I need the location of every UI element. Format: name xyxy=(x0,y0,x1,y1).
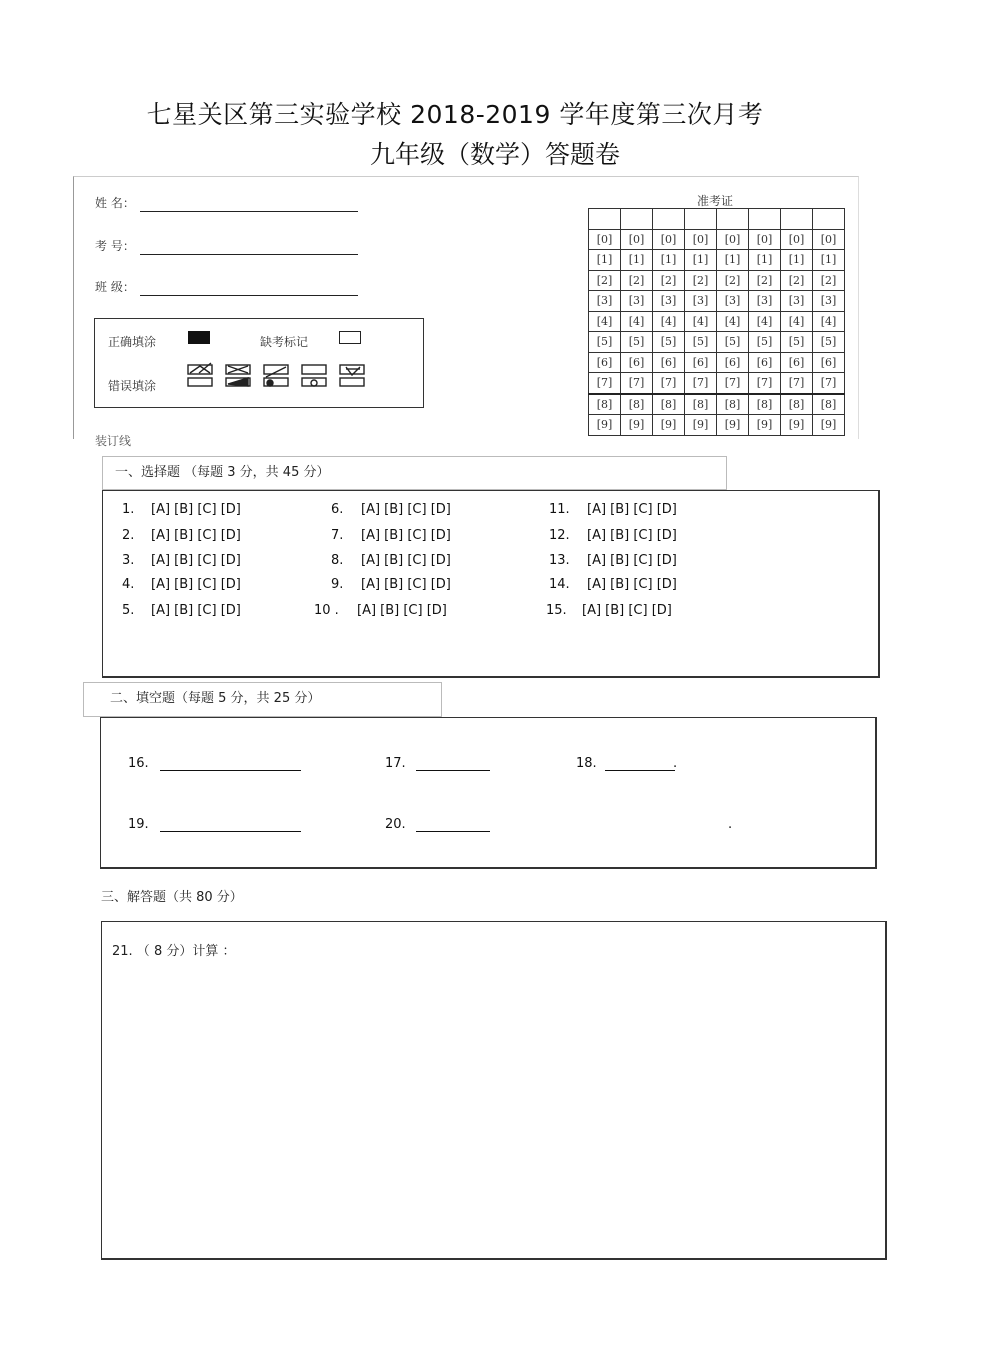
choice-options[interactable]: [A] [B] [C] [D] xyxy=(361,528,451,543)
digit-bubble[interactable]: [8] xyxy=(717,394,749,415)
q19-label: 19. xyxy=(128,817,149,832)
section2-box xyxy=(100,717,877,869)
digit-bubble[interactable]: [0] xyxy=(813,229,845,250)
choice-number: 3. xyxy=(122,553,135,568)
digit-bubble[interactable]: [2] xyxy=(813,270,845,291)
digit-bubble[interactable]: [3] xyxy=(749,291,781,312)
admission-grid xyxy=(588,208,845,436)
admission-row xyxy=(589,394,845,415)
q20-label: 20. xyxy=(385,817,406,832)
admission-row xyxy=(589,250,845,271)
choice-options[interactable]: [A] [B] [C] [D] xyxy=(582,603,672,618)
q16-blank[interactable] xyxy=(160,770,301,771)
q20-blank[interactable] xyxy=(416,831,490,832)
legend-correct-label: 正确填涂 xyxy=(108,335,157,349)
name-label: 姓 名： xyxy=(95,196,135,210)
digit-bubble[interactable]: [9] xyxy=(717,415,749,436)
digit-bubble[interactable]: [4] xyxy=(653,311,685,332)
digit-bubble[interactable]: [8] xyxy=(813,394,845,415)
digit-bubble[interactable]: [1] xyxy=(621,250,653,271)
digit-bubble[interactable]: [2] xyxy=(781,270,813,291)
class-label: 班 级： xyxy=(95,280,135,294)
choice-options[interactable]: [A] [B] [C] [D] xyxy=(587,502,677,517)
choice-number: 9. xyxy=(331,577,344,592)
digit-box[interactable] xyxy=(621,209,653,230)
exam-no-field[interactable] xyxy=(140,254,358,255)
legend-absent-label: 缺考标记 xyxy=(260,335,309,349)
q17-label: 17. xyxy=(385,756,406,771)
choice-number: 5. xyxy=(122,603,135,618)
q16-label: 16. xyxy=(128,756,149,771)
q18-blank[interactable] xyxy=(605,770,675,771)
digit-box[interactable] xyxy=(685,209,717,230)
digit-bubble[interactable]: [4] xyxy=(589,311,621,332)
admission-row xyxy=(589,373,845,394)
digit-bubble[interactable]: [0] xyxy=(589,229,621,250)
digit-bubble[interactable]: [2] xyxy=(589,270,621,291)
choice-options[interactable]: [A] [B] [C] [D] xyxy=(361,502,451,517)
digit-bubble[interactable]: [2] xyxy=(717,270,749,291)
exam-subtitle: 九年级（数学）答题卷 xyxy=(369,140,620,169)
digit-bubble[interactable]: [7] xyxy=(621,373,653,394)
digit-box[interactable] xyxy=(813,209,845,230)
choice-number: 8. xyxy=(331,553,344,568)
name-field[interactable] xyxy=(140,211,358,212)
choice-number: 11. xyxy=(549,502,570,517)
choice-options[interactable]: [A] [B] [C] [D] xyxy=(587,577,677,592)
digit-bubble[interactable]: [6] xyxy=(813,352,845,373)
digit-bubble[interactable]: [5] xyxy=(685,332,717,353)
digit-bubble[interactable]: [7] xyxy=(813,373,845,394)
q21-answer-box[interactable] xyxy=(101,921,887,1260)
digit-bubble[interactable]: [7] xyxy=(589,373,621,394)
digit-box[interactable] xyxy=(781,209,813,230)
digit-bubble[interactable]: [6] xyxy=(749,352,781,373)
absent-mark-box[interactable] xyxy=(339,331,361,344)
choice-options[interactable]: [A] [B] [C] [D] xyxy=(587,528,677,543)
digit-box[interactable] xyxy=(717,209,749,230)
digit-bubble[interactable]: [4] xyxy=(781,311,813,332)
admission-row xyxy=(589,415,845,436)
section3-title: 三、解答题（共 80 分） xyxy=(101,890,243,905)
choice-options[interactable]: [A] [B] [C] [D] xyxy=(357,603,447,618)
digit-bubble[interactable]: [4] xyxy=(621,311,653,332)
digit-bubble[interactable]: [6] xyxy=(589,352,621,373)
q21-label: 21. （ 8 分）计算 ： xyxy=(112,944,236,959)
digit-bubble[interactable]: [6] xyxy=(781,352,813,373)
digit-bubble[interactable]: [7] xyxy=(781,373,813,394)
admission-row xyxy=(589,332,845,353)
digit-bubble[interactable]: [2] xyxy=(653,270,685,291)
digit-bubble[interactable]: [9] xyxy=(621,415,653,436)
digit-box[interactable] xyxy=(749,209,781,230)
admission-row xyxy=(589,270,845,291)
digit-bubble[interactable]: [1] xyxy=(589,250,621,271)
digit-bubble[interactable]: [8] xyxy=(621,394,653,415)
choice-options[interactable]: [A] [B] [C] [D] xyxy=(151,502,241,517)
digit-bubble[interactable]: [7] xyxy=(653,373,685,394)
digit-bubble[interactable]: [2] xyxy=(621,270,653,291)
digit-bubble[interactable]: [3] xyxy=(589,291,621,312)
digit-bubble[interactable]: [8] xyxy=(685,394,717,415)
choice-number: 1. xyxy=(122,502,135,517)
section2-title: 二、填空题（每题 5 分，共 25 分） xyxy=(83,682,442,717)
digit-bubble[interactable]: [5] xyxy=(589,332,621,353)
digit-bubble[interactable]: [3] xyxy=(717,291,749,312)
digit-bubble[interactable]: [8] xyxy=(781,394,813,415)
digit-bubble[interactable]: [3] xyxy=(685,291,717,312)
choice-options[interactable]: [A] [B] [C] [D] xyxy=(151,528,241,543)
digit-bubble[interactable]: [1] xyxy=(717,250,749,271)
digit-bubble[interactable]: [0] xyxy=(781,229,813,250)
choice-number: 15. xyxy=(546,603,567,618)
digit-bubble[interactable]: [9] xyxy=(685,415,717,436)
digit-bubble[interactable]: [4] xyxy=(717,311,749,332)
admission-row xyxy=(589,229,845,250)
filled-mark-icon xyxy=(188,331,210,344)
digit-bubble[interactable]: [5] xyxy=(749,332,781,353)
digit-bubble[interactable]: [2] xyxy=(749,270,781,291)
digit-bubble[interactable]: [0] xyxy=(621,229,653,250)
digit-bubble[interactable]: [3] xyxy=(813,291,845,312)
wrong-marks-icon xyxy=(186,363,368,389)
q20-dot: . xyxy=(728,817,733,832)
choice-options[interactable]: [A] [B] [C] [D] xyxy=(361,553,451,568)
digit-box[interactable] xyxy=(653,209,685,230)
admission-row xyxy=(589,352,845,373)
q19-blank[interactable] xyxy=(160,831,301,832)
digit-bubble[interactable]: [7] xyxy=(717,373,749,394)
digit-bubble[interactable]: [7] xyxy=(749,373,781,394)
digit-bubble[interactable]: [9] xyxy=(749,415,781,436)
digit-bubble[interactable]: [4] xyxy=(813,311,845,332)
digit-bubble[interactable]: [6] xyxy=(685,352,717,373)
admission-row xyxy=(589,291,845,312)
digit-box[interactable] xyxy=(589,209,621,230)
choice-number: 2. xyxy=(122,528,135,543)
choice-number: 12. xyxy=(549,528,570,543)
exam-title: 七星关区第三实验学校 2018-2019 学年度第三次月考 xyxy=(146,100,764,129)
digit-bubble[interactable]: [4] xyxy=(749,311,781,332)
choice-number: 6. xyxy=(331,502,344,517)
digit-bubble[interactable]: [1] xyxy=(781,250,813,271)
digit-bubble[interactable]: [9] xyxy=(781,415,813,436)
digit-bubble[interactable]: [5] xyxy=(621,332,653,353)
class-field[interactable] xyxy=(140,295,358,296)
choice-options[interactable]: [A] [B] [C] [D] xyxy=(587,553,677,568)
digit-bubble[interactable]: [0] xyxy=(749,229,781,250)
digit-bubble[interactable]: [0] xyxy=(685,229,717,250)
digit-bubble[interactable]: [6] xyxy=(653,352,685,373)
digit-bubble[interactable]: [9] xyxy=(589,415,621,436)
digit-bubble[interactable]: [0] xyxy=(653,229,685,250)
exam-no-label: 考 号： xyxy=(95,239,135,253)
q18-label: 18. xyxy=(576,756,597,771)
choice-number: 14. xyxy=(549,577,570,592)
digit-bubble[interactable]: [3] xyxy=(653,291,685,312)
choice-options[interactable]: [A] [B] [C] [D] xyxy=(151,553,241,568)
digit-bubble[interactable]: [3] xyxy=(621,291,653,312)
admission-title: 准考证 xyxy=(697,194,734,208)
choice-options[interactable]: [A] [B] [C] [D] xyxy=(361,577,451,592)
digit-bubble[interactable]: [2] xyxy=(685,270,717,291)
digit-bubble[interactable]: [7] xyxy=(685,373,717,394)
admission-input-row xyxy=(589,209,845,230)
digit-bubble[interactable]: [8] xyxy=(749,394,781,415)
choice-number: 10 . xyxy=(314,603,339,618)
digit-bubble[interactable]: [5] xyxy=(781,332,813,353)
choice-options[interactable]: [A] [B] [C] [D] xyxy=(151,577,241,592)
digit-bubble[interactable]: [1] xyxy=(749,250,781,271)
digit-bubble[interactable]: [8] xyxy=(653,394,685,415)
admission-row xyxy=(589,311,845,332)
digit-bubble[interactable]: [5] xyxy=(653,332,685,353)
section1-title: 一、选择题 （每题 3 分，共 45 分） xyxy=(102,456,727,490)
digit-bubble[interactable]: [9] xyxy=(653,415,685,436)
digit-bubble[interactable]: [1] xyxy=(685,250,717,271)
digit-bubble[interactable]: [5] xyxy=(813,332,845,353)
digit-bubble[interactable]: [5] xyxy=(717,332,749,353)
digit-bubble[interactable]: [4] xyxy=(685,311,717,332)
digit-bubble[interactable]: [1] xyxy=(813,250,845,271)
choice-number: 13. xyxy=(549,553,570,568)
digit-bubble[interactable]: [9] xyxy=(813,415,845,436)
digit-bubble[interactable]: [8] xyxy=(589,394,621,415)
q17-blank[interactable] xyxy=(416,770,490,771)
digit-bubble[interactable]: [0] xyxy=(717,229,749,250)
cut-line-text: 装订线 xyxy=(95,434,132,448)
digit-bubble[interactable]: [3] xyxy=(781,291,813,312)
digit-bubble[interactable]: [1] xyxy=(653,250,685,271)
legend-wrong-label: 错误填涂 xyxy=(108,379,157,393)
q18-dot: . xyxy=(673,756,678,771)
choice-number: 4. xyxy=(122,577,135,592)
digit-bubble[interactable]: [6] xyxy=(717,352,749,373)
choice-number: 7. xyxy=(331,528,344,543)
choice-options[interactable]: [A] [B] [C] [D] xyxy=(151,603,241,618)
digit-bubble[interactable]: [6] xyxy=(621,352,653,373)
